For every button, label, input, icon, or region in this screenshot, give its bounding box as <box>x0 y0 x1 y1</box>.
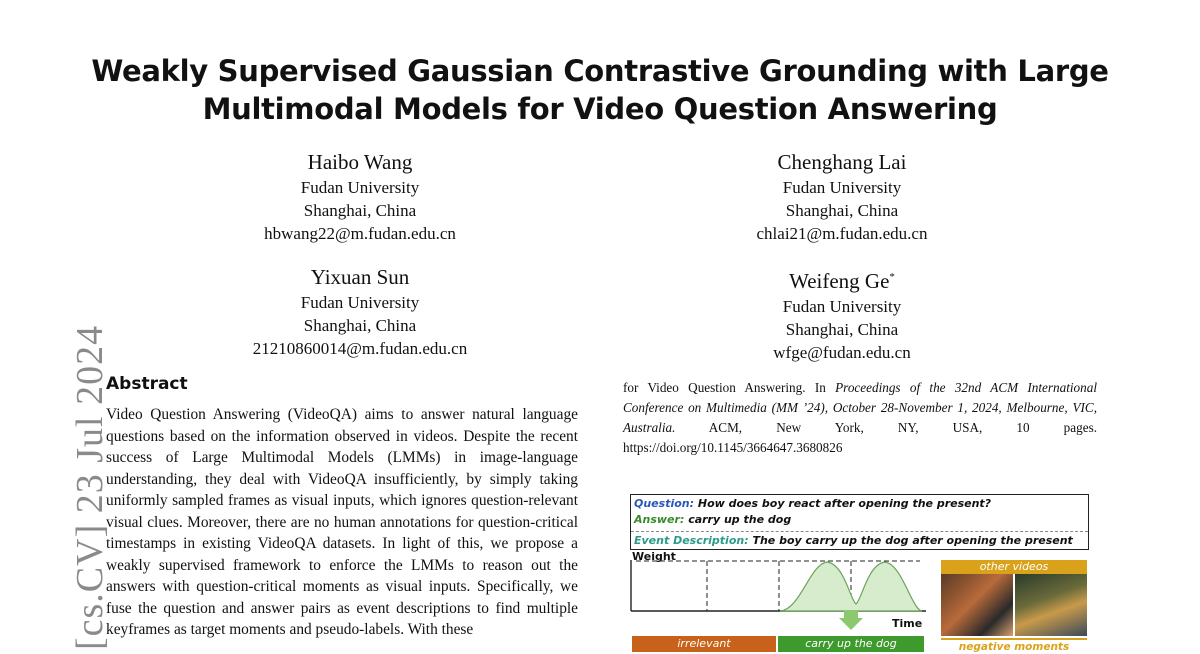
divider <box>631 531 1088 532</box>
author-affiliation: Fudan University <box>782 297 902 316</box>
arxiv-stamp <box>26 320 111 650</box>
author-affiliation: Fudan University <box>300 293 420 312</box>
author-email[interactable]: 21210860014@m.fudan.edu.cn <box>252 339 468 358</box>
author-location: Shanghai, China <box>303 201 417 220</box>
acm-reference <box>623 378 1097 458</box>
corresponding-author-mark: * <box>889 271 895 283</box>
author-name-line <box>662 263 1022 295</box>
author-block <box>180 148 540 245</box>
teaser-figure <box>630 492 1090 652</box>
event-line <box>634 534 1073 547</box>
abstract-text: Video Question Answering (VideoQA) aims to answer natural language questions based on the information observed in videos. Despite the recent success of Large Multimodal Models (LMMs) in image-language understanding, they deal with VideoQA insufficiently, by simply taking uniformly sampled frames as visual inputs, which ignores question-relevant visual clues. Moreover, there are no human annotations for question-critical timestamps in existing VideoQA datasets. In light of this, we propose a weakly supervised framework to enforce the LMMs to reason out the answers with question-critical moments as visual inputs. Specifically, we fuse the question and answer pairs as event descriptions to find multiple keyframes as target moments and pseudo-labels. With these <box>106 406 578 638</box>
author-block <box>662 263 1022 364</box>
answer-line <box>634 513 791 526</box>
author-block <box>662 148 1022 245</box>
author-email[interactable]: chlai21@m.fudan.edu.cn <box>756 224 928 243</box>
author-location: Shanghai, China <box>303 316 417 335</box>
video-frame-image <box>941 574 1013 636</box>
time-axis-label: Time <box>892 617 923 630</box>
event-text: The boy carry up the dog after opening the present <box>752 534 1073 547</box>
author-affiliation: Fudan University <box>782 178 902 197</box>
down-arrow-icon <box>839 610 863 630</box>
weight-axis-label: Weight <box>632 550 676 563</box>
qa-box <box>630 494 1089 550</box>
carry-segment: carry up the dog <box>778 636 924 652</box>
author-affiliation: Fudan University <box>300 178 420 197</box>
author-email[interactable]: hbwang22@m.fudan.edu.cn <box>264 224 456 243</box>
arxiv-stamp-text: [cs.CV] 23 Jul 2024 <box>69 324 111 650</box>
reference-venue: Proceedings of the 32nd ACM International Conference on Multimedia (MM ’24), October 28-November 1, 2024, Melbourne, VIC, Australia. <box>623 380 1097 435</box>
answer-key: Answer: <box>634 513 685 526</box>
question-line <box>634 497 991 510</box>
abstract-heading: Abstract <box>106 374 188 394</box>
event-key: Event Description: <box>634 534 749 547</box>
author-name: Yixuan Sun <box>310 265 410 289</box>
other-videos-header: other videos <box>941 560 1087 574</box>
reference-prefix: for Video Question Answering. In <box>623 380 836 395</box>
question-key: Question: <box>634 497 695 510</box>
title-line-2: Multimodal Models for Video Question Answering <box>202 92 998 126</box>
gaussian-weight-plot <box>630 554 930 634</box>
other-videos-panel <box>941 560 1087 652</box>
author-name: Weifeng Ge <box>789 269 890 293</box>
answer-text: carry up the dog <box>688 513 792 526</box>
reference-suffix[interactable]: ACM, New York, NY, USA, 10 pages. https://doi.org/10.1145/3664647.3680826 <box>623 420 1097 455</box>
author-name: Chenghang Lai <box>777 150 907 174</box>
video-frame-image <box>1015 574 1087 636</box>
irrelevant-segment: irrelevant <box>632 636 776 652</box>
author-location: Shanghai, China <box>785 201 899 220</box>
question-text: How does boy react after opening the present? <box>697 497 992 510</box>
author-location: Shanghai, China <box>785 320 899 339</box>
negative-moments-label: negative moments <box>941 638 1087 654</box>
author-name: Haibo Wang <box>307 150 413 174</box>
author-block <box>180 263 540 360</box>
paper-title <box>60 52 1140 128</box>
title-line-1: Weakly Supervised Gaussian Contrastive Grounding with Large <box>91 54 1109 88</box>
author-email[interactable]: wfge@fudan.edu.cn <box>773 343 911 362</box>
